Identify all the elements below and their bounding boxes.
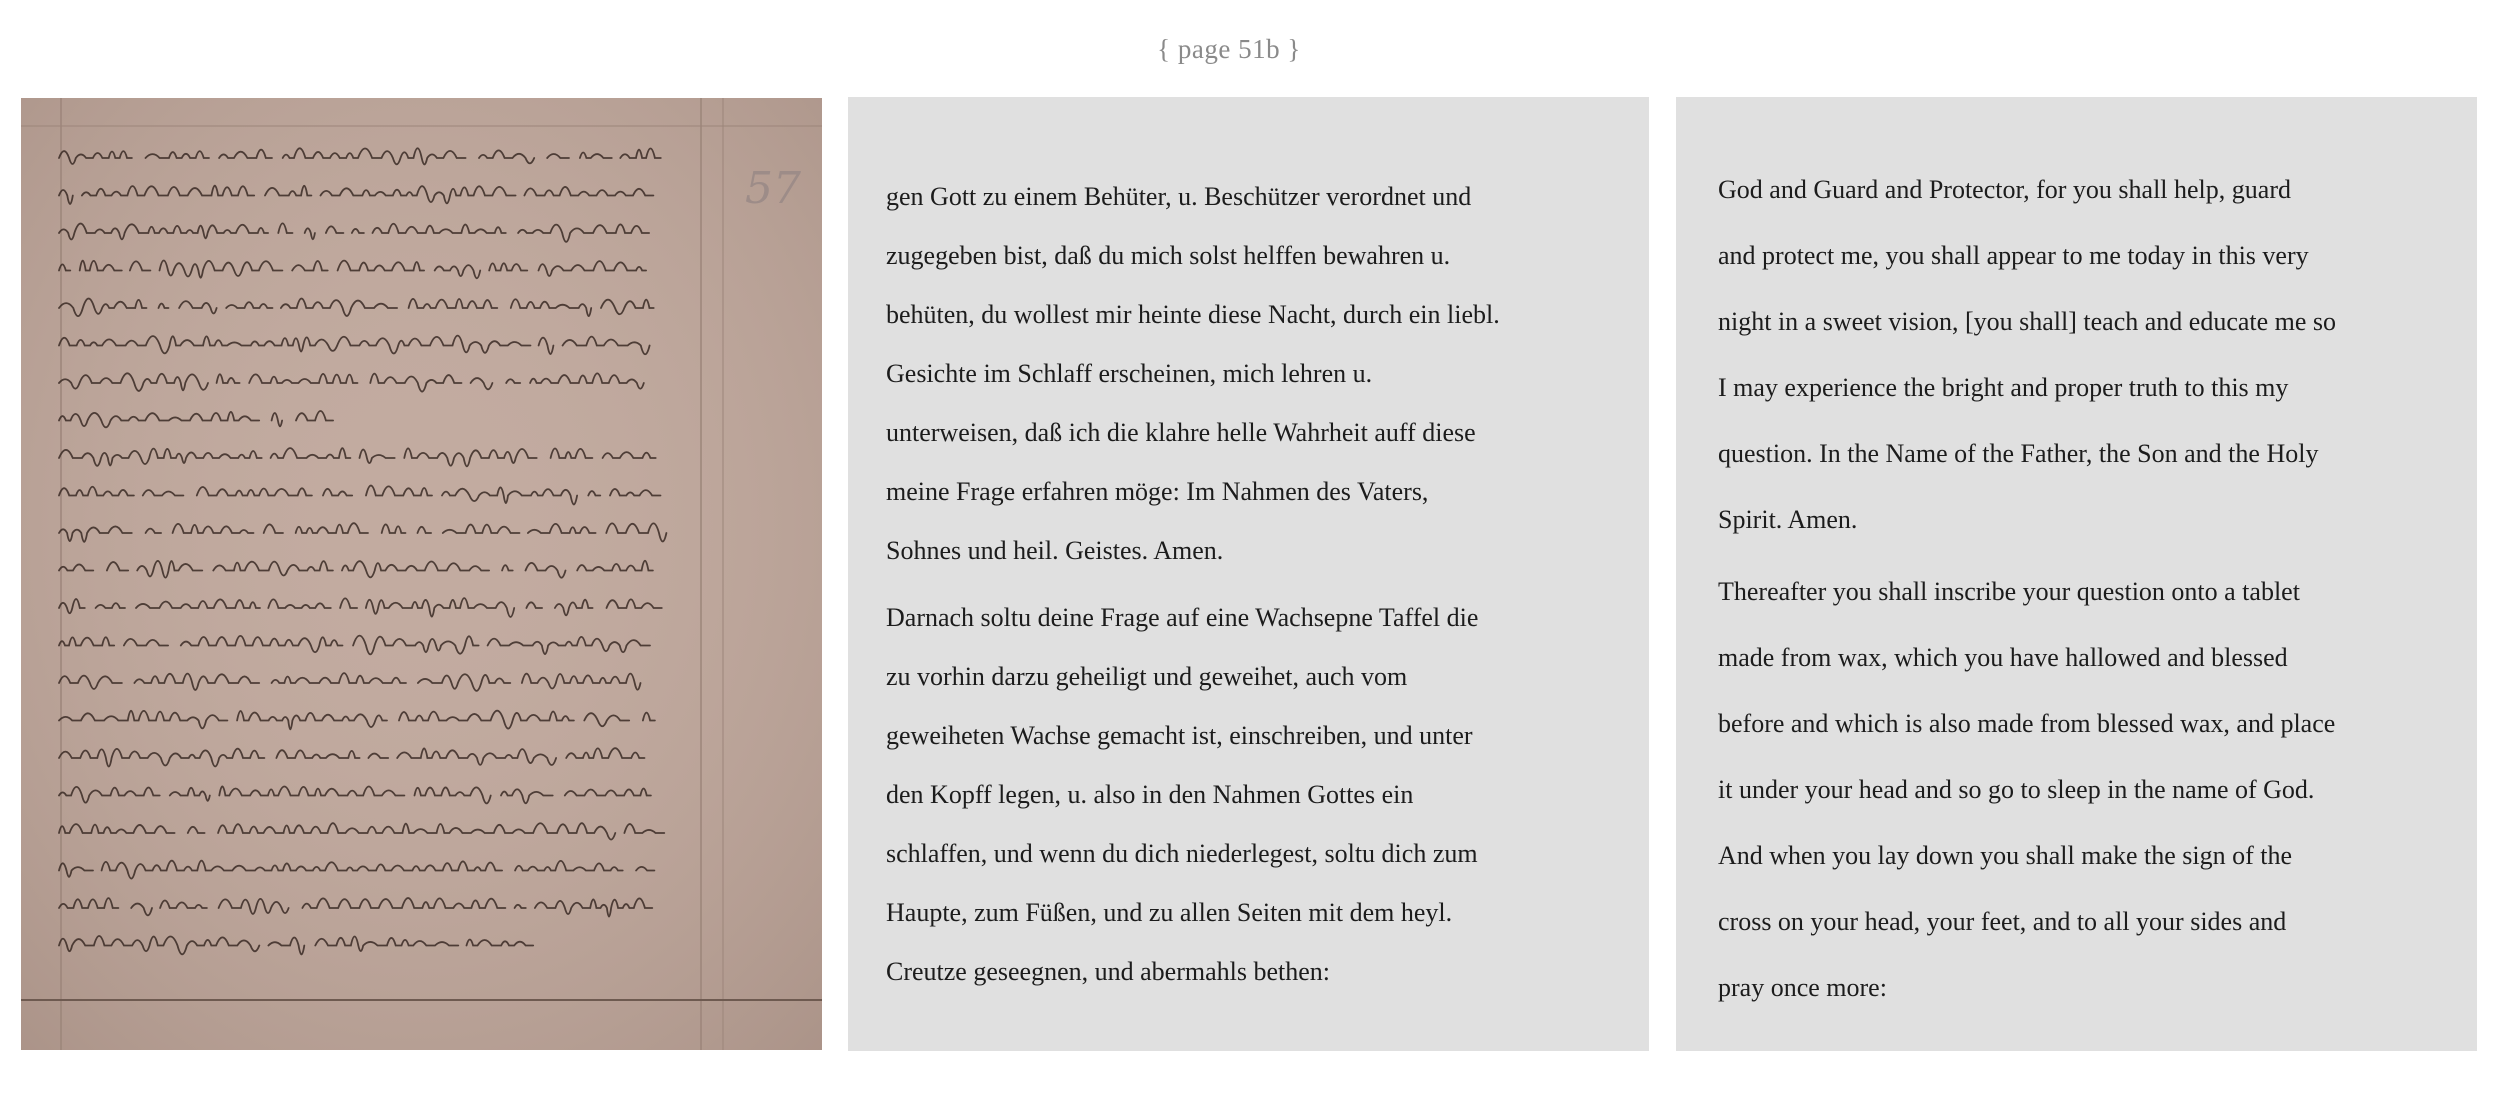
manuscript-scan [21,98,822,1050]
english-paragraph-1: God and Guard and Protector, for you shall help, guard and protect me, you shall appear to me today in this very night in a sweet vision, [you shall] teach and educate me so I may experience the bright and proper truth to this my question. In the Name of the Father, the Son and the Holy Spirit. Amen. [1718,175,2337,534]
manuscript-image [21,98,822,1050]
page-label: { page 51b } [1157,34,1301,64]
folio-number: 57 [745,163,801,214]
german-paragraph-1: gen Gott zu einem Behüter, u. Beschützer verordnet und zugegeben bist, daß du mich solst helffen bewahren u. behüten, du wollest mir heinte diese Nacht, durch ein liebl. Gesichte im Schlaff erscheinen, mich lehren u. unterweisen, daß ich die klahre helle Wahrheit auff diese meine Frage erfahren möge: Im Nahmen des Vaters, Sohnes und heil. Geistes. Amen. [886,182,1500,565]
english-paragraph-2: Thereafter you shall inscribe your question onto a tablet made from wax, which you have hallowed and blessed before and which is also made from blessed wax, and place it under your head and so go to sleep in the name of God. And when you lay down you shall make the sign of the cross on your head, your feet, and to all your sides and pray once more: [1718,577,2336,1002]
german-paragraph-2: Darnach soltu deine Frage auf eine Wachsepne Taffel die zu vorhin darzu geheiligt und geweihet, auch vom geweiheten Wachse gemacht ist, einschreiben, und unter den Kopff legen, u. also in den Nahmen Gottes ein schlaffen, und wenn du dich niederlegest, soltu dich zum Haupte, zum Füßen, und zu allen Seiten mit dem heyl. Creutze geseegnen, und abermahls bethen: [886,603,1479,986]
german-transcription-panel [848,97,1649,1051]
english-translation-panel [1676,97,2477,1051]
